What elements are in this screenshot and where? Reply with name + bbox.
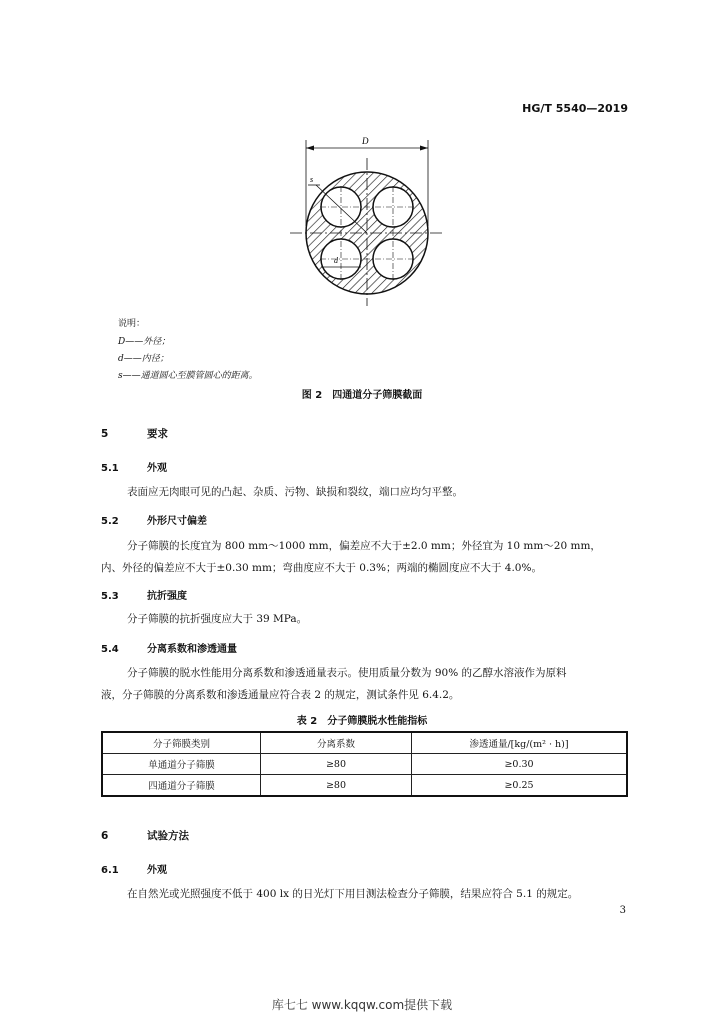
table-cell: ≥80 [261,775,412,797]
section-5-4-heading [101,640,237,655]
notes-title: 说明： [118,319,146,329]
section-5-1-heading [101,459,167,474]
section-5-1-text: 表面应无肉眼可见的凸起、杂质、污物、缺损和裂纹，端口应均匀平整。 [127,486,463,498]
section-5-heading [101,426,168,441]
table-header: 分离系数 [261,732,412,754]
paragraph-line: 液，分子筛膜的分离系数和渗透通量应符合表 2 的规定，测试条件见 6.4.2。 [101,689,460,701]
performance-table [101,731,628,797]
section-title: 外观 [147,463,167,474]
table-cell: 单通道分子筛膜 [102,754,261,775]
table-header: 分子筛膜类别 [102,732,261,754]
label-s: s [310,175,314,184]
page-number: 3 [619,905,626,916]
paragraph-line: 分子筛膜的长度宜为 800 mm～1000 mm，偏差应不大于±2.0 mm；外径宜为 10 mm～20 mm， [127,540,601,552]
note-d: d——内径； [118,354,169,364]
section-number: 5.2 [101,516,119,527]
section-5-3-heading [101,587,187,602]
section-6-1-text: 在自然光或光照强度不低于 400 lx 的日光灯下用目测法检查分子筛膜，结果应符合 5.1 的规定。 [127,888,579,900]
note-D: D——外径； [118,337,171,347]
section-number: 5.3 [101,591,119,602]
paragraph-line: 分子筛膜的脱水性能用分离系数和渗透通量表示。使用质量分数为 90% 的乙醇水溶液作为原料 [127,667,567,679]
cross-section-figure [280,130,450,310]
section-5-2-text [101,535,629,579]
label-D: D [362,136,369,146]
section-number: 5.1 [101,463,119,474]
section-number: 5 [101,428,109,440]
section-6-1-heading [101,861,167,876]
table-header: 渗透通量/[kg/(m² · h)] [412,732,628,754]
figure-caption: 图 2 四通道分子筛膜截面 [301,390,423,401]
section-number: 6 [101,830,109,842]
section-title: 分离系数和渗透通量 [147,644,237,655]
table-row [102,775,627,797]
section-6-heading [101,828,189,843]
label-d: d [334,256,338,265]
table-header-row [102,732,627,754]
section-5-3-text: 分子筛膜的抗折强度应大于 39 MPa。 [127,613,308,625]
table-cell: ≥0.30 [412,754,628,775]
section-number: 6.1 [101,865,119,876]
section-title: 外形尺寸偏差 [147,516,207,527]
table-caption: 表 2 分子筛膜脱水性能指标 [296,716,428,727]
table-cell: ≥0.25 [412,775,628,797]
section-5-4-text [101,662,629,706]
footer-watermark: 库七七 www.kqqw.com提供下载 [271,998,453,1012]
standard-number: HG/T 5540—2019 [522,102,628,115]
table-cell: 四通道分子筛膜 [102,775,261,797]
table-cell: ≥80 [261,754,412,775]
section-title: 试验方法 [147,830,189,842]
section-title: 要求 [147,428,168,440]
paragraph-line: 内、外径的偏差应不大于±0.30 mm；弯曲度应不大于 0.3%；两端的椭圆度应不大于 4.0%。 [101,562,542,574]
note-s: s——通道圆心至膜管圆心的距离。 [118,371,258,381]
section-title: 抗折强度 [147,591,187,602]
section-title: 外观 [147,865,167,876]
section-number: 5.4 [101,644,119,655]
table-row [102,754,627,775]
section-5-2-heading [101,512,207,527]
